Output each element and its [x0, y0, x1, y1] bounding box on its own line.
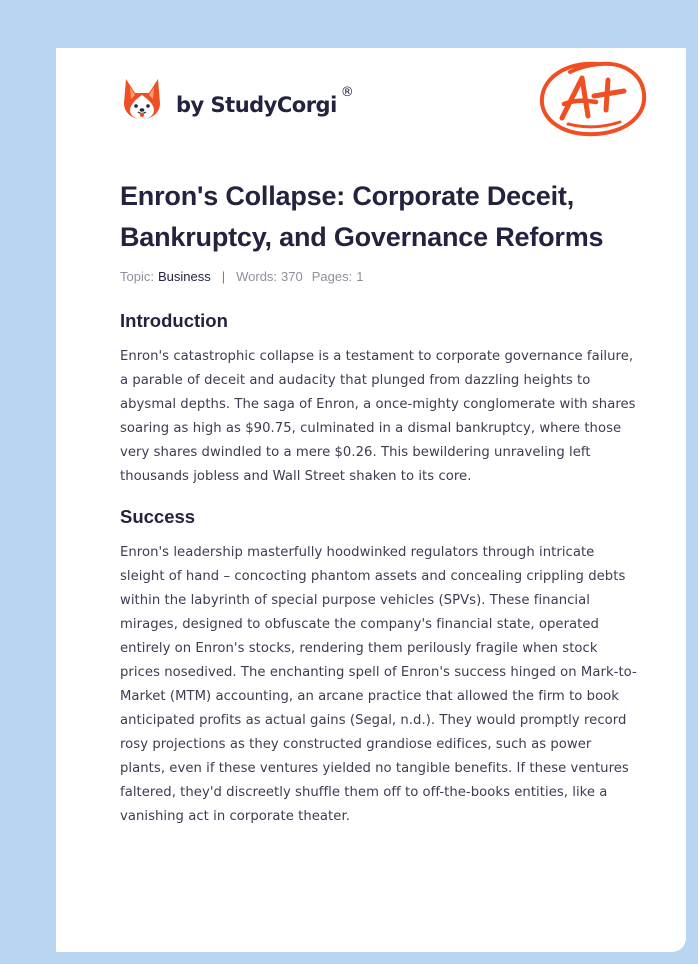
pages-count: 1 [356, 268, 364, 284]
topic-label: Topic: [120, 268, 154, 284]
words-count: 370 [281, 268, 303, 284]
document-content [120, 176, 640, 829]
meta-separator: | [221, 268, 226, 284]
document-meta [120, 267, 640, 285]
section-paragraph-introduction: Enron's catastrophic collapse is a testament to corporate governance failure, a parable of deceit and audacity that plunged from dazzling heights to abysmal depths. The saga of Enron, a once-mighty conglomerate with shares soaring as high as $90.75, culminated in a dismal bankruptcy, where those very shares dwindled to a mere $0.26. This bewildering unraveling left thousands jobless and Wall Street shaken to its core. [120, 349, 636, 484]
corgi-logo-icon [122, 77, 162, 121]
registered-mark: ® [340, 84, 354, 100]
topic-link[interactable]: Business [157, 268, 211, 284]
page-header [56, 48, 686, 168]
a-plus-grade-icon [538, 58, 650, 140]
page-title: Enron's Collapse: Corporate Deceit, Bankruptcy, and Governance Reforms [120, 181, 604, 252]
brand-name: by StudyCorgi [176, 93, 337, 117]
section-heading-introduction: Introduction [120, 310, 228, 331]
studycorgi-logo[interactable] [122, 76, 354, 122]
pages-label: Pages: [311, 268, 353, 284]
section-heading-success: Success [120, 506, 196, 527]
words-label: Words: [236, 268, 278, 284]
section-paragraph-success: Enron's leadership masterfully hoodwinked regulators through intricate sleight of hand – concocting phantom assets and concealing crippling debts within the labyrinth of special purpose vehicles (SPVs). These financial mirages, designed to obfuscate the company's financial state, operated entirely on Enron's stocks, rendering them perilously fragile when stock prices nosedived. The enchanting spell of Enron's success hinged on Mark-to-Market (MTM) accounting, an arcane practice that allowed the firm to book anticipated profits as actual gains (Segal, n.d.). They would promptly record rosy projections as they constructed grandiose edifices, such as power plants, even if these ventures yielded no tangible benefits. If these ventures faltered, they'd discreetly shuffle them off to off-the-books entities, like a vanishing act in corporate theater. [120, 545, 637, 824]
document-card [56, 48, 686, 952]
